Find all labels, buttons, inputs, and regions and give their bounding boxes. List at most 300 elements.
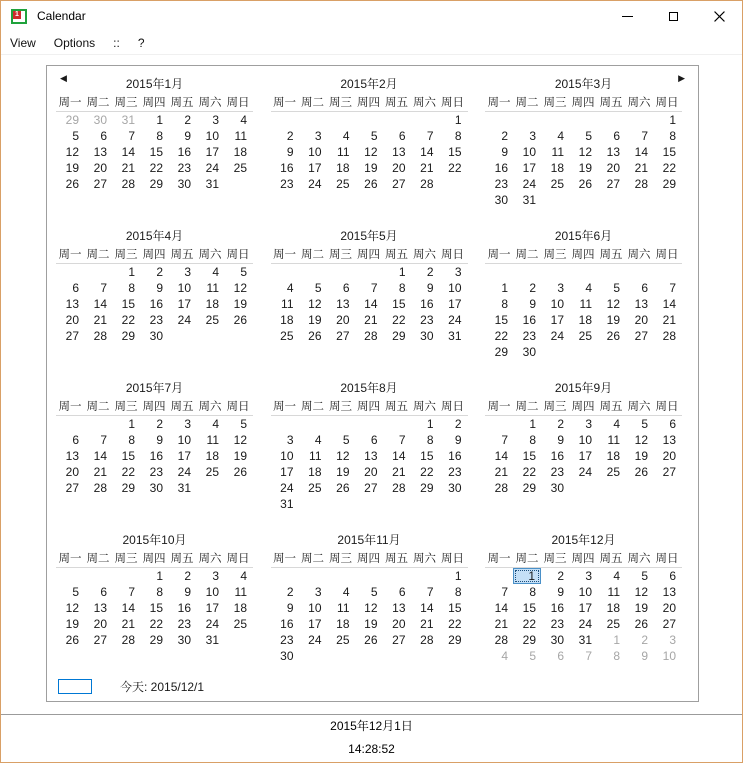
date-cell[interactable]: 17 (308, 617, 322, 631)
date-cell[interactable]: 4 (585, 281, 592, 295)
date-cell[interactable]: 31 (121, 113, 135, 127)
date-cell[interactable]: 14 (121, 601, 135, 615)
date-cell[interactable]: 13 (65, 449, 79, 463)
date-cell[interactable]: 12 (634, 585, 648, 599)
date-cell[interactable]: 21 (420, 161, 434, 175)
date-cell[interactable]: 6 (613, 129, 620, 143)
date-cell[interactable]: 23 (448, 465, 462, 479)
date-cell[interactable]: 7 (501, 433, 508, 447)
date-cell[interactable]: 31 (280, 497, 294, 511)
date-cell[interactable]: 20 (662, 601, 676, 615)
date-cell[interactable]: 3 (585, 569, 592, 583)
date-cell[interactable]: 6 (669, 417, 676, 431)
date-cell[interactable]: 22 (420, 465, 434, 479)
minimize-button[interactable] (604, 1, 650, 31)
date-cell[interactable]: 3 (529, 129, 536, 143)
date-cell[interactable]: 19 (364, 617, 378, 631)
date-cell[interactable]: 11 (234, 129, 247, 143)
date-cell[interactable]: 2 (184, 113, 191, 127)
date-cell[interactable]: 24 (522, 177, 536, 191)
date-cell[interactable]: 3 (557, 281, 564, 295)
date-cell[interactable]: 2 (286, 585, 294, 599)
date-cell[interactable]: 20 (364, 465, 378, 479)
date-cell[interactable]: 19 (308, 313, 322, 327)
date-cell[interactable]: 28 (662, 329, 676, 343)
date-cell[interactable]: 27 (662, 617, 676, 631)
date-cell[interactable]: 2 (557, 417, 564, 431)
date-cell[interactable]: 18 (606, 449, 620, 463)
date-cell[interactable]: 28 (494, 481, 508, 495)
date-cell[interactable]: 18 (233, 601, 247, 615)
date-cell[interactable]: 14 (364, 297, 378, 311)
date-cell[interactable]: 2 (454, 417, 462, 431)
date-cell[interactable]: 26 (606, 329, 620, 343)
date-cell[interactable]: 22 (149, 617, 163, 631)
date-cell[interactable]: 7 (128, 585, 135, 599)
date-cell[interactable]: 18 (336, 161, 350, 175)
date-cell[interactable]: 8 (454, 129, 462, 143)
date-cell[interactable]: 12 (65, 601, 79, 615)
date-cell[interactable]: 13 (606, 145, 620, 159)
date-cell[interactable]: 10 (578, 585, 592, 599)
date-cell[interactable]: 19 (634, 449, 648, 463)
date-cell[interactable]: 29 (65, 113, 79, 127)
date-cell[interactable]: 24 (578, 617, 592, 631)
date-cell[interactable]: 16 (448, 449, 462, 463)
date-cell[interactable]: 28 (364, 329, 378, 343)
date-cell[interactable]: 16 (177, 601, 191, 615)
menu-item-view[interactable]: View (10, 35, 36, 50)
date-cell[interactable]: 31 (205, 633, 219, 647)
date-cell[interactable]: 9 (557, 585, 564, 599)
date-cell[interactable]: 8 (156, 585, 163, 599)
menu-item-help[interactable]: ? (137, 35, 145, 50)
date-cell[interactable]: 9 (641, 649, 648, 663)
date-cell[interactable]: 29 (448, 633, 462, 647)
date-cell[interactable]: 8 (128, 281, 135, 295)
date-cell[interactable]: 23 (149, 465, 163, 479)
date-cell[interactable]: 5 (314, 281, 322, 295)
date-cell[interactable]: 9 (557, 433, 564, 447)
date-cell[interactable]: 11 (337, 145, 350, 159)
date-cell[interactable]: 22 (121, 465, 135, 479)
date-cell[interactable]: 6 (100, 129, 107, 143)
date-cell[interactable]: 22 (494, 329, 508, 343)
close-button[interactable] (696, 1, 742, 31)
date-cell[interactable]: 21 (420, 617, 434, 631)
date-cell[interactable]: 26 (578, 177, 592, 191)
date-cell[interactable]: 24 (205, 161, 219, 175)
date-cell[interactable]: 17 (550, 313, 564, 327)
date-cell[interactable]: 29 (149, 633, 163, 647)
date-cell[interactable]: 3 (286, 433, 294, 447)
date-cell[interactable]: 19 (233, 297, 247, 311)
date-cell[interactable]: 9 (184, 585, 191, 599)
date-cell[interactable]: 25 (578, 329, 592, 343)
date-cell[interactable]: 26 (233, 465, 247, 479)
date-cell[interactable]: 17 (177, 297, 191, 311)
date-cell[interactable]: 16 (149, 449, 163, 463)
date-cell[interactable]: 2 (286, 129, 294, 143)
date-cell[interactable]: 24 (308, 177, 322, 191)
date-cell[interactable]: 20 (392, 161, 406, 175)
date-cell[interactable]: 11 (206, 433, 219, 447)
date-cell[interactable]: 26 (308, 329, 322, 343)
date-cell[interactable]: 1 (128, 265, 135, 279)
date-cell[interactable]: 27 (65, 481, 79, 495)
date-cell[interactable]: 13 (662, 585, 676, 599)
date-cell[interactable]: 28 (392, 481, 406, 495)
date-cell[interactable]: 30 (177, 177, 191, 191)
date-cell[interactable]: 19 (336, 465, 350, 479)
date-cell[interactable]: 1 (398, 265, 406, 279)
date-cell[interactable]: 15 (522, 449, 536, 463)
date-cell[interactable]: 11 (607, 433, 620, 447)
date-cell[interactable]: 20 (392, 617, 406, 631)
date-cell[interactable]: 25 (308, 481, 322, 495)
date-cell-selected[interactable]: 1 (513, 568, 541, 584)
date-cell[interactable]: 25 (550, 177, 564, 191)
date-cell[interactable]: 24 (448, 313, 462, 327)
date-cell[interactable]: 17 (448, 297, 462, 311)
date-cell[interactable]: 27 (606, 177, 620, 191)
date-cell[interactable]: 28 (121, 177, 135, 191)
date-cell[interactable]: 20 (93, 161, 107, 175)
date-cell[interactable]: 16 (522, 313, 536, 327)
date-cell[interactable]: 17 (280, 465, 294, 479)
date-cell[interactable]: 4 (501, 649, 508, 663)
date-cell[interactable]: 4 (314, 433, 322, 447)
date-cell[interactable]: 15 (149, 601, 163, 615)
date-cell[interactable]: 23 (280, 177, 294, 191)
date-cell[interactable]: 12 (606, 297, 620, 311)
date-cell[interactable]: 5 (72, 129, 79, 143)
date-cell[interactable]: 25 (606, 465, 620, 479)
date-cell[interactable]: 25 (233, 617, 247, 631)
date-cell[interactable]: 23 (494, 177, 508, 191)
date-cell[interactable]: 31 (205, 177, 219, 191)
date-cell[interactable]: 6 (72, 433, 79, 447)
date-cell[interactable]: 13 (392, 601, 406, 615)
date-cell[interactable]: 10 (205, 585, 219, 599)
date-cell[interactable]: 21 (93, 465, 107, 479)
date-cell[interactable]: 21 (494, 617, 508, 631)
date-cell[interactable]: 13 (93, 145, 107, 159)
date-cell[interactable]: 23 (149, 313, 163, 327)
date-cell[interactable]: 5 (641, 417, 648, 431)
date-cell[interactable]: 7 (100, 281, 107, 295)
date-cell[interactable]: 11 (234, 585, 247, 599)
date-cell[interactable]: 10 (662, 649, 676, 663)
date-cell[interactable]: 20 (65, 313, 79, 327)
date-cell[interactable]: 6 (641, 281, 648, 295)
date-cell[interactable]: 8 (501, 297, 508, 311)
date-cell[interactable]: 17 (205, 601, 219, 615)
menu-item-options[interactable]: Options (53, 35, 96, 50)
date-cell[interactable]: 30 (448, 481, 462, 495)
date-cell[interactable]: 27 (392, 177, 406, 191)
date-cell[interactable]: 1 (501, 281, 508, 295)
date-cell[interactable]: 22 (522, 465, 536, 479)
date-cell[interactable]: 25 (280, 329, 294, 343)
date-cell[interactable]: 4 (240, 113, 247, 127)
date-cell[interactable]: 12 (578, 145, 592, 159)
date-cell[interactable]: 29 (149, 177, 163, 191)
date-cell[interactable]: 1 (156, 569, 163, 583)
date-cell[interactable]: 3 (212, 113, 219, 127)
date-cell[interactable]: 31 (177, 481, 191, 495)
date-cell[interactable]: 5 (240, 265, 247, 279)
date-cell[interactable]: 1 (613, 633, 620, 647)
date-cell[interactable]: 26 (233, 313, 247, 327)
date-cell[interactable]: 13 (65, 297, 79, 311)
date-cell[interactable]: 14 (420, 601, 434, 615)
date-cell[interactable]: 1 (529, 417, 536, 431)
date-cell[interactable]: 30 (550, 481, 564, 495)
date-cell[interactable]: 25 (233, 161, 247, 175)
date-cell[interactable]: 16 (420, 297, 434, 311)
date-cell[interactable]: 3 (184, 417, 191, 431)
date-cell[interactable]: 27 (392, 633, 406, 647)
date-cell[interactable]: 23 (420, 313, 434, 327)
date-cell[interactable]: 29 (662, 177, 676, 191)
date-cell[interactable]: 7 (370, 281, 378, 295)
date-cell[interactable]: 10 (550, 297, 564, 311)
date-cell[interactable]: 1 (426, 417, 434, 431)
date-cell[interactable]: 21 (392, 465, 406, 479)
date-cell[interactable]: 27 (65, 329, 79, 343)
date-cell[interactable]: 8 (669, 129, 676, 143)
date-cell[interactable]: 27 (634, 329, 648, 343)
date-cell[interactable]: 22 (121, 313, 135, 327)
date-cell[interactable]: 16 (550, 601, 564, 615)
date-cell[interactable]: 10 (522, 145, 536, 159)
date-cell[interactable]: 13 (364, 449, 378, 463)
date-cell[interactable]: 16 (550, 449, 564, 463)
date-cell[interactable]: 4 (212, 417, 219, 431)
date-cell[interactable]: 7 (641, 129, 648, 143)
date-cell[interactable]: 23 (550, 617, 564, 631)
date-cell[interactable]: 2 (156, 417, 163, 431)
date-cell[interactable]: 12 (308, 297, 322, 311)
date-cell[interactable]: 22 (448, 617, 462, 631)
date-cell[interactable]: 5 (529, 649, 536, 663)
date-cell[interactable]: 31 (448, 329, 462, 343)
date-cell[interactable]: 10 (280, 449, 294, 463)
date-cell[interactable]: 28 (420, 633, 434, 647)
date-cell[interactable]: 30 (420, 329, 434, 343)
date-cell[interactable]: 6 (398, 129, 406, 143)
maximize-button[interactable] (650, 1, 696, 31)
date-cell[interactable]: 14 (494, 449, 508, 463)
date-cell[interactable]: 17 (205, 145, 219, 159)
date-cell[interactable]: 5 (370, 585, 378, 599)
date-cell[interactable]: 12 (65, 145, 79, 159)
date-cell[interactable]: 30 (177, 633, 191, 647)
date-cell[interactable]: 6 (370, 433, 378, 447)
date-cell[interactable]: 24 (280, 481, 294, 495)
date-cell[interactable]: 26 (364, 177, 378, 191)
date-cell[interactable]: 5 (72, 585, 79, 599)
date-cell[interactable]: 24 (205, 617, 219, 631)
date-cell[interactable]: 4 (557, 129, 564, 143)
date-cell[interactable]: 14 (121, 145, 135, 159)
date-cell[interactable]: 9 (156, 433, 163, 447)
date-cell[interactable]: 2 (184, 569, 191, 583)
date-cell[interactable]: 3 (669, 633, 676, 647)
date-cell[interactable]: 28 (420, 177, 434, 191)
date-cell[interactable]: 30 (93, 113, 107, 127)
date-cell[interactable]: 1 (454, 113, 462, 127)
date-cell[interactable]: 17 (308, 161, 322, 175)
date-cell[interactable]: 9 (454, 433, 462, 447)
date-cell[interactable]: 12 (233, 433, 247, 447)
date-cell[interactable]: 4 (342, 585, 350, 599)
date-cell[interactable]: 25 (205, 313, 219, 327)
date-cell[interactable]: 4 (212, 265, 219, 279)
date-cell[interactable]: 31 (578, 633, 592, 647)
date-cell[interactable]: 27 (364, 481, 378, 495)
date-cell[interactable]: 3 (314, 585, 322, 599)
date-cell[interactable]: 6 (342, 281, 350, 295)
date-cell[interactable]: 15 (121, 449, 135, 463)
date-cell[interactable]: 26 (65, 633, 79, 647)
date-cell[interactable]: 15 (448, 145, 462, 159)
date-cell[interactable]: 10 (205, 129, 219, 143)
date-cell[interactable]: 6 (100, 585, 107, 599)
date-cell[interactable]: 23 (177, 161, 191, 175)
date-cell[interactable]: 28 (121, 633, 135, 647)
date-cell[interactable]: 19 (65, 617, 79, 631)
date-cell[interactable]: 21 (121, 617, 135, 631)
date-cell[interactable]: 2 (641, 633, 648, 647)
date-cell[interactable]: 17 (578, 601, 592, 615)
date-cell[interactable]: 22 (448, 161, 462, 175)
date-cell[interactable]: 11 (281, 297, 294, 311)
date-cell[interactable]: 5 (613, 281, 620, 295)
date-cell[interactable]: 1 (669, 113, 676, 127)
date-cell[interactable]: 8 (529, 433, 536, 447)
date-cell[interactable]: 29 (121, 329, 135, 343)
date-cell[interactable]: 15 (494, 313, 508, 327)
date-cell[interactable]: 18 (205, 449, 219, 463)
date-cell[interactable]: 9 (156, 281, 163, 295)
date-cell[interactable]: 30 (550, 633, 564, 647)
date-cell[interactable]: 22 (149, 161, 163, 175)
date-cell[interactable]: 14 (93, 449, 107, 463)
date-cell[interactable]: 29 (522, 481, 536, 495)
date-cell[interactable]: 4 (613, 569, 620, 583)
date-cell[interactable]: 23 (177, 617, 191, 631)
date-cell[interactable]: 2 (426, 265, 434, 279)
date-cell[interactable]: 8 (398, 281, 406, 295)
date-cell[interactable]: 5 (240, 417, 247, 431)
date-cell[interactable]: 23 (280, 633, 294, 647)
date-cell[interactable]: 9 (286, 601, 294, 615)
date-cell[interactable]: 12 (233, 281, 247, 295)
date-cell[interactable]: 22 (392, 313, 406, 327)
date-cell[interactable]: 2 (529, 281, 536, 295)
date-cell[interactable]: 17 (578, 449, 592, 463)
date-cell[interactable]: 14 (93, 297, 107, 311)
date-cell[interactable]: 6 (72, 281, 79, 295)
date-cell[interactable]: 15 (420, 449, 434, 463)
prev-month-button[interactable]: ◀ (60, 73, 67, 83)
date-cell[interactable]: 17 (522, 161, 536, 175)
date-cell[interactable]: 12 (634, 433, 648, 447)
date-cell[interactable]: 6 (669, 569, 676, 583)
date-cell[interactable]: 9 (529, 297, 536, 311)
date-cell[interactable]: 27 (336, 329, 350, 343)
date-cell[interactable]: 5 (585, 129, 592, 143)
date-cell[interactable]: 30 (494, 193, 508, 207)
next-month-button[interactable]: ▶ (678, 73, 685, 83)
date-cell[interactable]: 10 (308, 145, 322, 159)
date-cell[interactable]: 31 (522, 193, 536, 207)
date-cell[interactable]: 15 (522, 601, 536, 615)
date-cell[interactable]: 20 (606, 161, 620, 175)
date-cell[interactable]: 7 (426, 129, 434, 143)
date-cell[interactable]: 2 (501, 129, 508, 143)
date-cell[interactable]: 19 (606, 313, 620, 327)
date-cell[interactable]: 22 (662, 161, 676, 175)
date-cell[interactable]: 11 (579, 297, 592, 311)
date-cell[interactable]: 5 (641, 569, 648, 583)
date-cell[interactable]: 15 (448, 601, 462, 615)
date-cell[interactable]: 18 (233, 145, 247, 159)
date-cell[interactable]: 9 (426, 281, 434, 295)
date-cell[interactable]: 27 (662, 465, 676, 479)
date-cell[interactable]: 5 (342, 433, 350, 447)
date-cell[interactable]: 3 (454, 265, 462, 279)
date-cell[interactable]: 15 (662, 145, 676, 159)
date-cell[interactable]: 24 (308, 633, 322, 647)
date-cell[interactable]: 10 (578, 433, 592, 447)
date-cell[interactable]: 29 (522, 633, 536, 647)
date-cell[interactable]: 26 (336, 481, 350, 495)
date-cell[interactable]: 8 (426, 433, 434, 447)
date-cell[interactable]: 25 (336, 177, 350, 191)
date-cell[interactable]: 19 (233, 449, 247, 463)
date-cell[interactable]: 3 (314, 129, 322, 143)
date-cell[interactable]: 13 (662, 433, 676, 447)
date-cell[interactable]: 1 (454, 569, 462, 583)
date-cell[interactable]: 18 (205, 297, 219, 311)
date-cell[interactable]: 15 (149, 145, 163, 159)
date-cell[interactable]: 19 (578, 161, 592, 175)
date-cell[interactable]: 8 (529, 585, 536, 599)
date-cell[interactable]: 2 (156, 265, 163, 279)
date-cell[interactable]: 9 (501, 145, 508, 159)
date-cell[interactable]: 4 (286, 281, 294, 295)
date-cell[interactable]: 26 (634, 617, 648, 631)
date-cell[interactable]: 16 (280, 161, 294, 175)
date-cell[interactable]: 24 (177, 465, 191, 479)
date-cell[interactable]: 7 (128, 129, 135, 143)
date-cell[interactable]: 14 (634, 145, 648, 159)
date-cell[interactable]: 6 (398, 585, 406, 599)
date-cell[interactable]: 13 (93, 601, 107, 615)
date-cell[interactable]: 29 (392, 329, 406, 343)
today-footer[interactable] (58, 678, 204, 695)
date-cell[interactable]: 18 (336, 617, 350, 631)
date-cell[interactable]: 16 (280, 617, 294, 631)
date-cell[interactable]: 20 (336, 313, 350, 327)
date-cell[interactable]: 14 (662, 297, 676, 311)
date-cell[interactable]: 13 (392, 145, 406, 159)
date-cell[interactable]: 10 (177, 281, 191, 295)
date-cell[interactable]: 29 (121, 481, 135, 495)
